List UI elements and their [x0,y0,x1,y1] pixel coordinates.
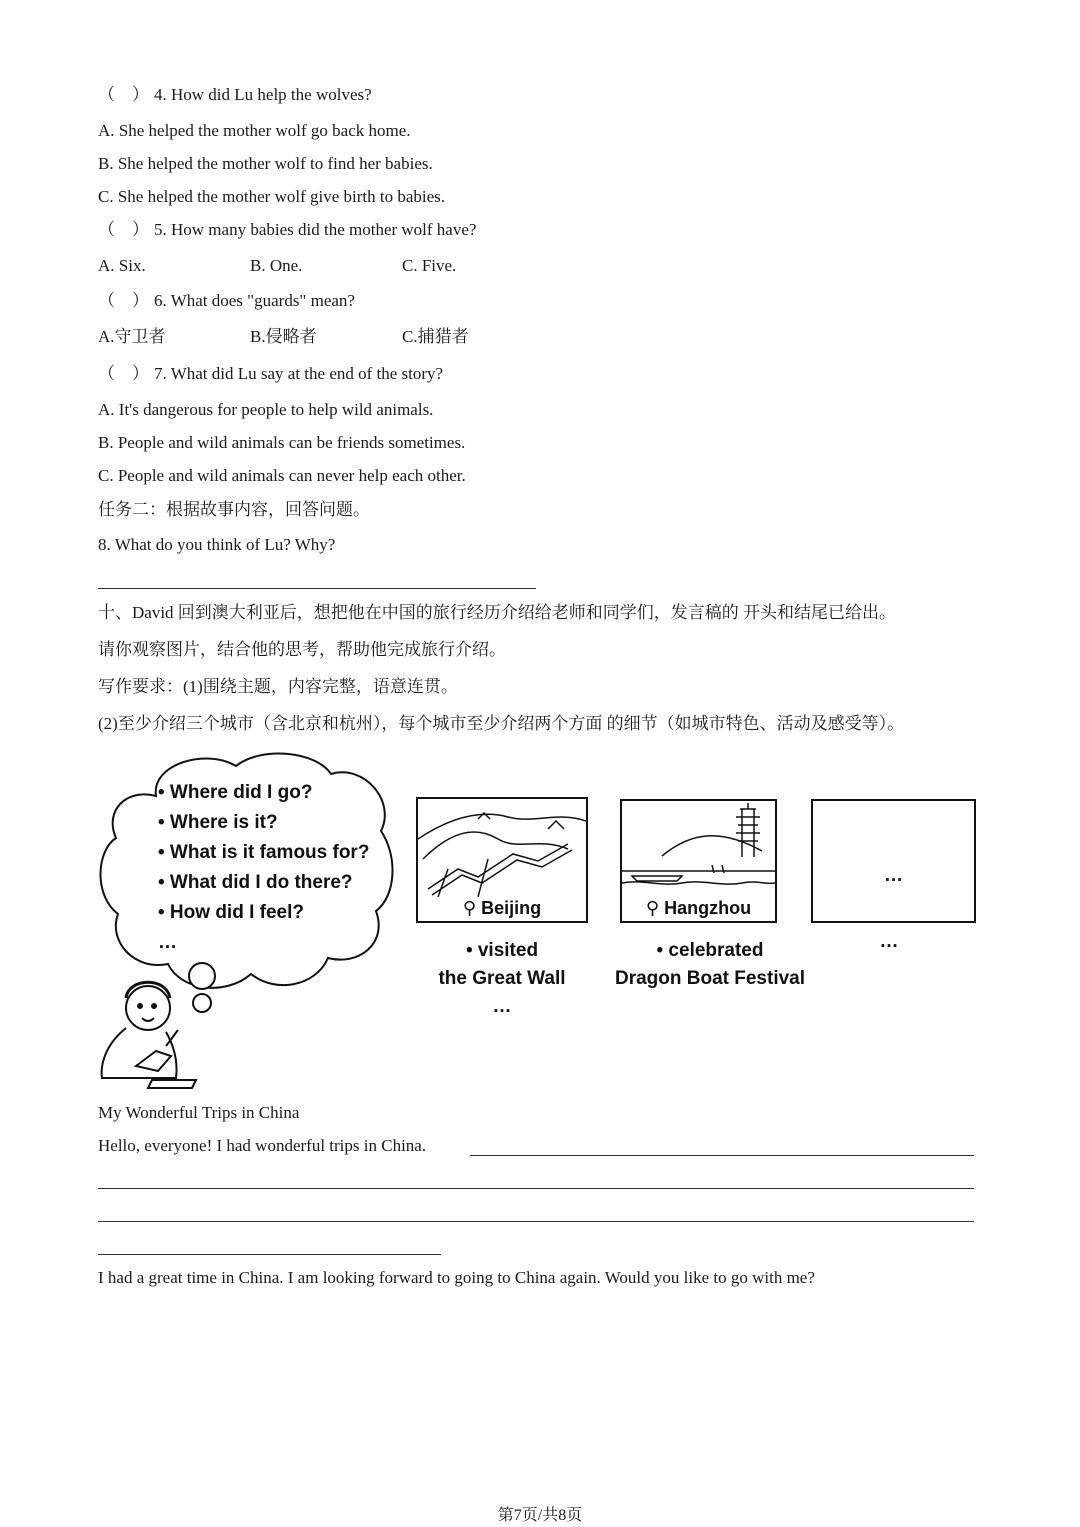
city-name: Hangzhou [664,898,752,918]
option-b: B.侵略者 [250,327,317,346]
writing-line[interactable] [98,1188,974,1189]
option-a: A. Six. [98,256,146,275]
activity-line: the Great Wall [438,968,566,989]
thought-item: • Where did I go? [158,782,313,803]
essay-opening: Hello, everyone! I had wonderful trips in China. [98,1136,427,1155]
card-ellipsis: … [884,865,903,886]
question-8: 8. What do you think of Lu? Why? [98,535,336,554]
section10-intro: 十、David 回到澳大利亚后，想把他在中国的旅行经历介绍给老师和同学们，发言稿的 开头和结尾已给出。 [98,603,897,622]
page-number: 第7页/共8页 [497,1507,583,1524]
option-c: C. She helped the mother wolf give birth to babies. [98,187,446,206]
thought-item: • What did I do there? [158,872,353,893]
question-text: 7. What did Lu say at the end of the story? [154,364,444,383]
option-c: C. People and wild animals can never help each other. [98,466,466,485]
city-name: Beijing [481,898,542,918]
option-c: C.捕猎者 [402,327,469,346]
location-pin-icon: ⚲ [462,898,477,918]
great-wall-picture [418,799,586,897]
writing-requirement-1: 写作要求：(1)围绕主题，内容完整，语意连贯。 [98,677,458,696]
writing-line[interactable] [98,1221,974,1222]
thought-item: • What is it famous for? [158,842,370,863]
activity-more: … [879,931,899,952]
thought-item: • How did I feel? [158,902,304,923]
writing-line[interactable] [98,1254,441,1255]
option-a: A. It's dangerous for people to help wild animals. [98,400,434,419]
activity-line: • celebrated [656,940,764,961]
hangzhou-pagoda-picture [622,801,775,897]
answer-blank[interactable]: （ ） [98,291,149,310]
option-c: C. Five. [402,256,457,275]
thought-item: • Where is it? [158,812,278,833]
activity-line: • visited [465,940,539,961]
activity-more: … [492,996,512,1017]
option-a: A. She helped the mother wolf go back home. [98,121,411,140]
boy-writing-icon [102,982,196,1088]
location-pin-icon: ⚲ [645,898,660,918]
task2-heading: 任务二：根据故事内容，回答问题。 [98,500,370,519]
question-text: 4. How did Lu help the wolves? [154,85,372,104]
option-a: A.守卫者 [98,327,166,346]
writing-line[interactable] [470,1155,974,1156]
option-b: B. She helped the mother wolf to find her babies. [98,154,433,173]
thought-bubble [96,746,396,1091]
answer-line[interactable] [98,588,536,589]
question-text: 5. How many babies did the mother wolf have? [154,220,477,239]
answer-blank[interactable]: （ ） [98,85,149,104]
essay-title: My Wonderful Trips in China [98,1103,300,1122]
answer-blank[interactable]: （ ） [98,220,149,239]
option-b: B. One. [250,256,303,275]
beijing-card [416,797,588,923]
blank-card [811,799,976,923]
answer-blank[interactable]: （ ） [98,364,149,383]
activity-line: Dragon Boat Festival [614,968,806,989]
option-b: B. People and wild animals can be friends sometimes. [98,433,466,452]
question-text: 6. What does "guards" mean? [154,291,355,310]
hangzhou-card [620,799,777,923]
section10-intro-2: 请你观察图片，结合他的思考，帮助他完成旅行介绍。 [98,640,506,659]
thought-more: … [158,932,177,953]
essay-closing: I had a great time in China. I am looking forward to going to China again. Would you like to go with me? [98,1268,815,1287]
writing-requirement-2: (2)至少介绍三个城市（含北京和杭州），每个城市至少介绍两个方面 的细节（如城市特色、活动及感受等）。 [98,714,905,733]
